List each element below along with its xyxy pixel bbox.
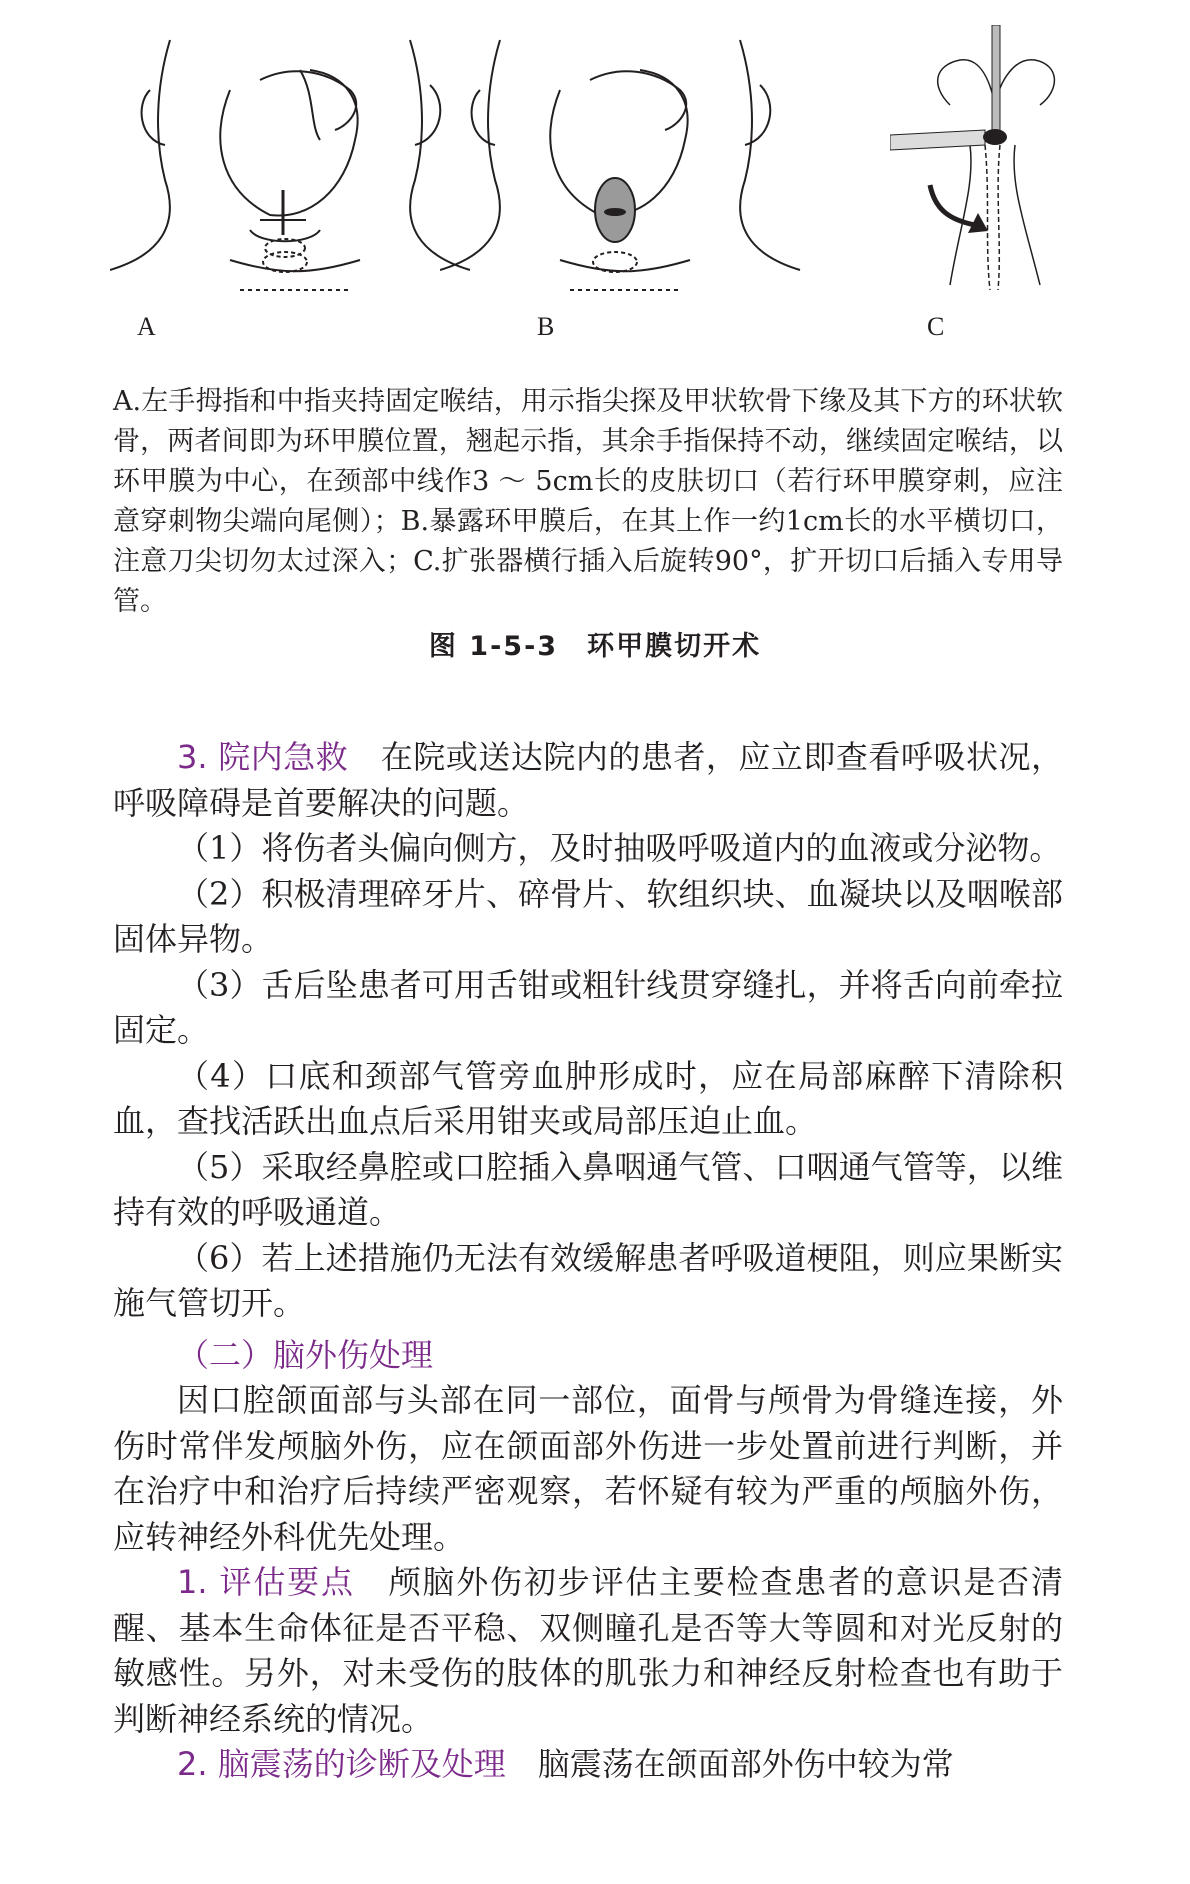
concussion-heading: 2. 脑震荡的诊断及处理	[177, 1745, 506, 1783]
assessment-paragraph	[113, 1560, 1063, 1742]
list-item: （6）若上述措施仍无法有效缓解患者呼吸道梗阻，则应果断实施气管切开。	[113, 1238, 1063, 1322]
body-text	[113, 735, 1063, 1788]
section-3-text: 在院或送达院内的患者，应立即查看呼吸状况，呼吸障碍是首要解决的问题。	[113, 738, 1063, 822]
list-item: （2）积极清理碎牙片、碎骨片、软组织块、血凝块以及咽喉部固体异物。	[113, 874, 1063, 958]
concussion-text: 脑震荡在颌面部外伤中较为常	[537, 1745, 954, 1783]
assessment-heading: 1. 评估要点	[177, 1563, 355, 1601]
list-item: （1）将伤者头偏向侧方，及时抽吸呼吸道内的血液或分泌物。	[177, 829, 1062, 867]
figure-caption	[113, 382, 1063, 622]
concussion-paragraph	[113, 1742, 1063, 1788]
list-item: （3）舌后坠患者可用舌钳或粗针线贯穿缝扎，并将舌向前牵拉固定。	[113, 965, 1063, 1049]
section-3-paragraph	[113, 735, 1063, 826]
list-item: （4）口底和颈部气管旁血肿形成时，应在局部麻醉下清除积血，查找活跃出血点后采用钳夹或局部压迫止血。	[113, 1056, 1063, 1140]
figure-caption-text: A.左手拇指和中指夹持固定喉结，用示指尖探及甲状软骨下缘及其下方的环状软骨，两者间即为环甲膜位置，翘起示指，其余手指保持不动，继续固定喉结，以环甲膜为中心，在颈部中线作3 ～ 5cm长的皮肤切口（若行环甲膜穿刺，应注意穿刺物尖端向尾侧）；B.暴露环甲膜后，在其上作一约1cm长的水平横切口，注意刀尖切勿太过深入；C.扩张器横行插入后旋转90°，扩开切口后插入专用导管。	[113, 386, 1063, 617]
panel-label-b: B	[537, 312, 555, 341]
section-3-heading: 3. 院内急救	[177, 738, 349, 776]
figure-illustrations	[0, 0, 1190, 360]
panel-label-c: C	[927, 312, 945, 341]
figure-panel-b	[440, 30, 810, 300]
figure-panel-c	[890, 25, 1080, 305]
assessment-text: 颅脑外伤初步评估主要检查患者的意识是否清醒、基本生命体征是否平稳、双侧瞳孔是否等大等圆和对光反射的敏感性。另外，对未受伤的肢体的肌张力和神经反射检查也有助于判断神经系统的情况。	[113, 1563, 1063, 1738]
section-heading-brain-injury: （二）脑外伤处理	[177, 1335, 434, 1374]
panel-label-a: A	[137, 312, 156, 341]
list-item: （5）采取经鼻腔或口腔插入鼻咽通气管、口咽通气管等，以维持有效的呼吸通道。	[113, 1147, 1063, 1231]
figure-panel-a	[110, 30, 480, 300]
figure-title: 图 1-5-3 环甲膜切开术	[428, 631, 762, 662]
brain-injury-paragraph: 因口腔颌面部与头部在同一部位，面骨与颅骨为骨缝连接，外伤时常伴发颅脑外伤，应在颌面部外伤进一步处置前进行判断，并在治疗中和治疗后持续严密观察，若怀疑有较为严重的颅脑外伤，应转神经外科优先处理。	[113, 1381, 1063, 1556]
